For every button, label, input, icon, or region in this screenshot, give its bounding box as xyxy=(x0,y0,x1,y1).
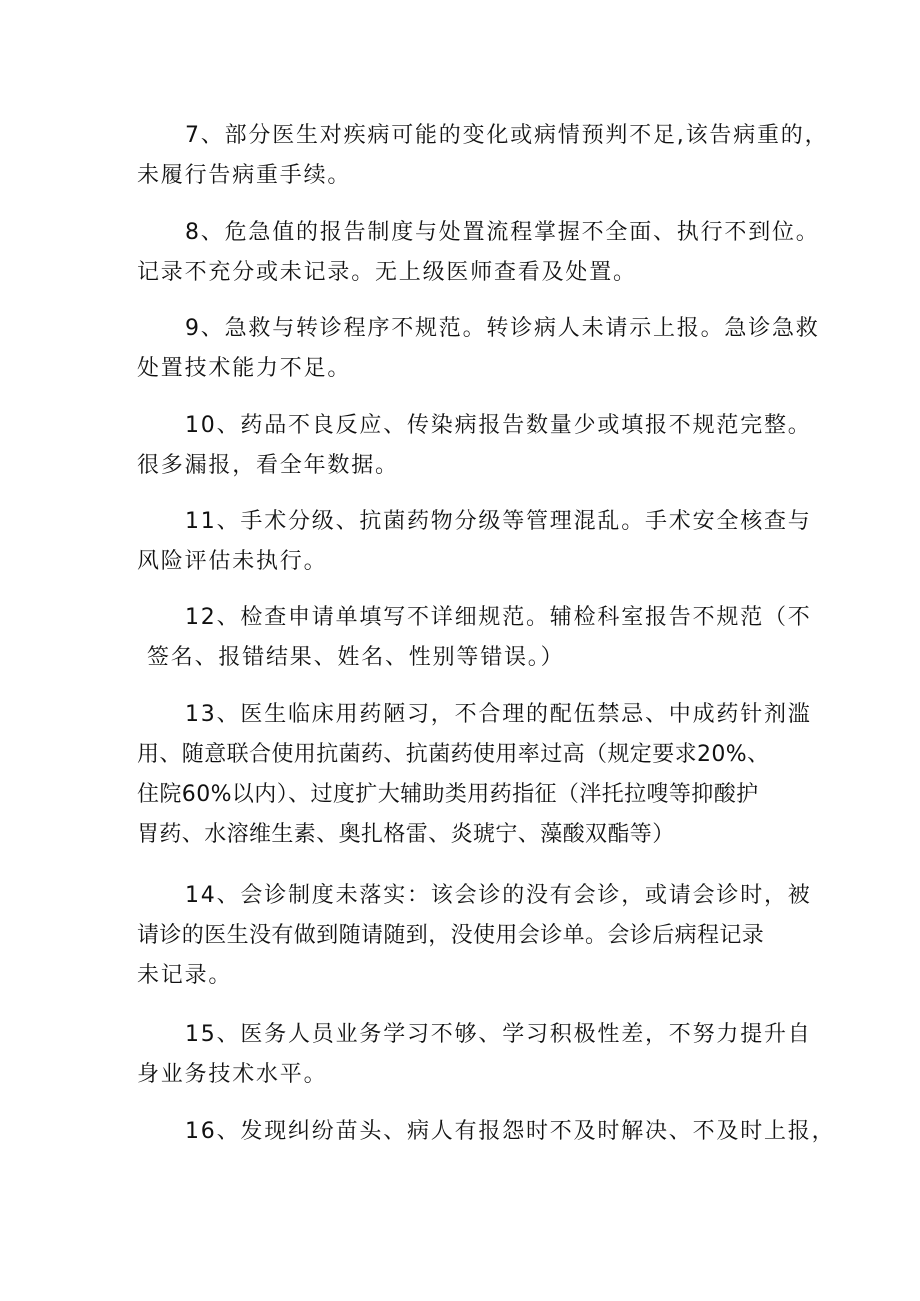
paragraph-line: 很多漏报，看全年数据。 xyxy=(137,453,399,478)
paragraph-line: 9、急救与转诊程序不规范。转诊病人未请示上报。急诊急救 xyxy=(185,316,820,341)
paragraph-line: 处置技术能力不足。 xyxy=(137,356,352,381)
paragraph-line: 记录不充分或未记录。无上级医师查看及处置。 xyxy=(137,260,637,285)
paragraph-line: 10、药品不良反应、传染病报告数量少或填报不规范完整。 xyxy=(185,413,812,438)
paragraph-line: 用、随意联合使用抗菌药、抗菌药使用率过高（规定要求20%、 xyxy=(137,742,770,767)
paragraph-line: 住院60%以内）、过度扩大辅助类用药指征（泮托拉嗖等抑酸护 xyxy=(137,782,759,807)
paragraph-line: 签名、报错结果、姓名、性别等错误。） xyxy=(147,645,565,670)
paragraph-line: 11、手术分级、抗菌药物分级等管理混乱。手术安全核查与 xyxy=(185,509,812,534)
paragraph-item-10 xyxy=(137,406,812,486)
paragraph-line: 未履行告病重手续。 xyxy=(137,163,352,188)
paragraph-item-11 xyxy=(137,502,812,582)
paragraph-line: 未记录。 xyxy=(137,963,233,988)
paragraph-item-13 xyxy=(137,695,812,855)
paragraph-item-12 xyxy=(137,598,812,678)
paragraph-item-7 xyxy=(137,116,829,196)
paragraph-item-8 xyxy=(137,213,820,293)
paragraph-line: 胃药、水溶维生素、奥扎格雷、炎琥宁、藻酸双酯等） xyxy=(137,822,675,847)
paragraph-line: 13、医生临床用药陋习，不合理的配伍禁忌、中成药针剂滥 xyxy=(185,702,812,727)
paragraph-item-14 xyxy=(137,876,812,996)
paragraph-item-15 xyxy=(137,1015,812,1095)
paragraph-line: 身业务技术水平。 xyxy=(137,1062,328,1087)
paragraph-line: 15、医务人员业务学习不够、学习积极性差，不努力提升自 xyxy=(185,1022,812,1047)
paragraph-line: 7、部分医生对疾病可能的变化或病情预判不足,该告病重的， xyxy=(185,123,829,148)
paragraph-item-16 xyxy=(137,1112,836,1152)
paragraph-line: 12、检查申请单填写不详细规范。辅检科室报告不规范（不 xyxy=(185,605,812,630)
paragraph-line: 16、发现纠纷苗头、病人有报怨时不及时解决、不及时上报， xyxy=(185,1119,836,1144)
paragraph-line: 8、危急值的报告制度与处置流程掌握不全面、执行不到位。 xyxy=(185,220,820,245)
paragraph-item-9 xyxy=(137,309,820,389)
paragraph-line: 风险评估未执行。 xyxy=(137,549,328,574)
paragraph-line: 请诊的医生没有做到随请随到，没使用会诊单。会诊后病程记录 xyxy=(137,923,765,948)
paragraph-line: 14、会诊制度未落实：该会诊的没有会诊，或请会诊时，被 xyxy=(185,883,812,908)
